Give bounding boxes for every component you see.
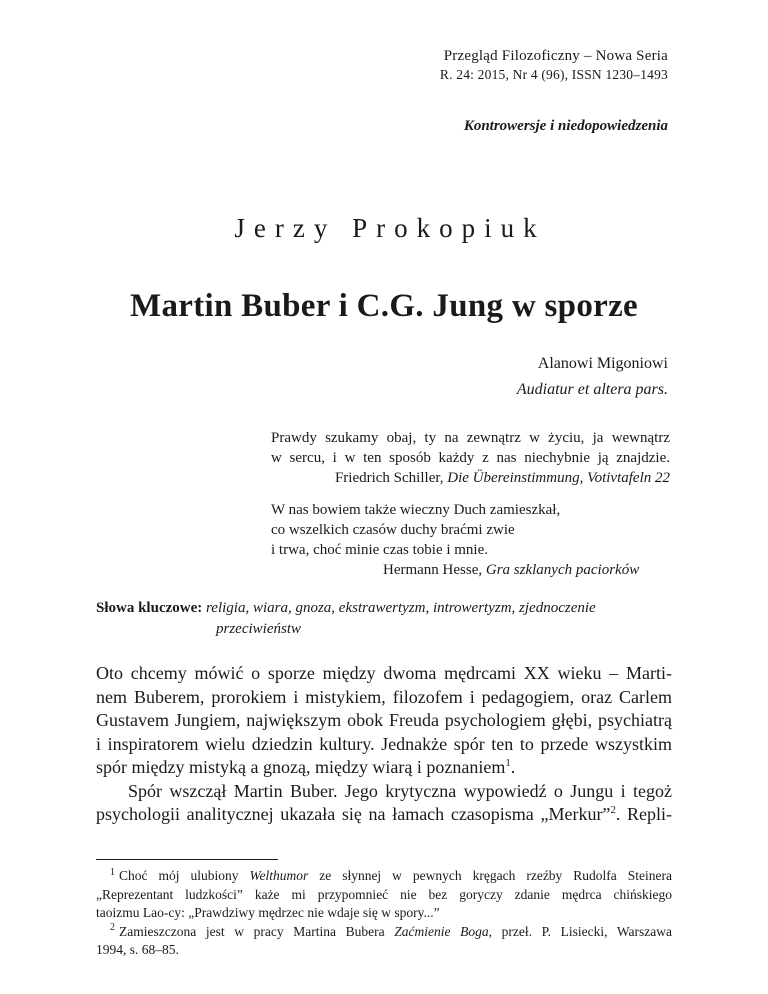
- footnote-text: ze słynnej w pewnych kręgach rzeźby Rudolfa Steinera: [308, 868, 673, 883]
- epigraph-line: w sercu, i w ten sposób każdy z nas niechybnie ją znajdzie.: [271, 450, 670, 466]
- epigraph-line: Prawdy szukamy obaj, ty na zewnątrz w życiu, ja wewnątrz: [271, 430, 670, 446]
- attribution-work: Die Übereinstimmung: [447, 470, 580, 486]
- body-line: i inspiratorem wielu dziedzin kultury. Jednakże spór ten to przede wszystkim: [96, 733, 672, 754]
- footnote-ref[interactable]: 1: [505, 757, 511, 769]
- footnote-line: taoizmu Lao-cy: „Prawdziwy mędrzec nie wdaje się w spory...”: [96, 905, 440, 920]
- footnote-number: 1: [110, 866, 115, 878]
- body-line-text: spór między mistyką a gnozą, między wiarą i poznaniem: [96, 757, 506, 777]
- keywords-block: [96, 598, 676, 640]
- footnote-italic: Zaćmienie Boga: [394, 923, 489, 939]
- footnote-line: [96, 923, 672, 942]
- dedication-motto: Audiatur et altera pars.: [516, 381, 668, 398]
- body-line: Oto chcemy mówić o sporze między dwoma mędrcami XX wieku – Marti-: [96, 663, 672, 683]
- footnote-divider: [96, 859, 278, 860]
- footnotes: [96, 867, 672, 960]
- body-line: nem Buberem, prorokiem i mistykiem, filozofem i pedagogiem, oraz Carlem: [96, 686, 672, 707]
- body-line-end: .: [510, 757, 516, 777]
- footnote-line: „Reprezentant ludzkości” każe mi przypomnieć nie bez goryczy zdanie mędrca chińskiego: [96, 886, 672, 902]
- epigraph-line: i trwa, choć minie czas tobie i mnie.: [271, 542, 489, 558]
- epigraph-attribution: [271, 560, 670, 580]
- attribution-author: Friedrich Schiller,: [334, 470, 448, 486]
- footnote-number: 2: [110, 922, 115, 933]
- body-line: [96, 803, 672, 827]
- body-line-text: psychologii analitycznej ukazała się na łamach czasopisma „Merkur”: [96, 804, 611, 824]
- journal-issue: R. 24: 2015, Nr 4 (96), ISSN 1230–1493: [439, 67, 668, 83]
- dedication: [517, 351, 668, 403]
- epigraph-line: W nas bowiem także wieczny Duch zamieszkał,: [271, 502, 561, 518]
- keywords-list: religia, wiara, gnoza, ekstrawertyzm, introwertyzm, zjednoczenie: [206, 600, 596, 616]
- footnote-text: Choć mój ulubiony: [119, 868, 250, 883]
- epigraph-schiller: [271, 428, 670, 488]
- epigraph-hesse: [271, 500, 670, 580]
- footnote-text: , przeł. P. Lisiecki, Warszawa: [488, 923, 672, 939]
- attribution-source: Votivtafeln 22: [587, 470, 670, 486]
- body-line: [96, 756, 672, 780]
- keywords-label: Słowa kluczowe:: [96, 600, 203, 616]
- section-label: Kontrowersje i niedopowiedzenia: [463, 118, 668, 134]
- body-line: Spór wszczął Martin Buber. Jego krytyczna wypowiedź o Jungu i tegoż: [128, 780, 672, 801]
- attribution-author: Hermann Hesse,: [383, 562, 486, 578]
- body-text: [96, 662, 672, 827]
- epigraph-line: co wszelkich czasów duchy braćmi zwie: [271, 522, 515, 538]
- article-title: Martin Buber i C.G. Jung w sporze: [130, 288, 638, 324]
- author-name: Jerzy Prokopiuk: [234, 213, 546, 243]
- footnote-text: Zamieszczona jest w pracy Martina Bubera: [119, 923, 395, 939]
- journal-header: [440, 46, 668, 84]
- epigraph-attribution: [271, 468, 670, 488]
- keywords-list-continued: przeciwieństw: [216, 621, 301, 637]
- footnote-ref[interactable]: 2: [610, 804, 616, 816]
- attribution-work: Gra szklanych paciorków: [485, 562, 640, 578]
- body-line-end: . Repli-: [615, 804, 672, 824]
- footnote-italic: Welthumor: [249, 868, 309, 883]
- footnote-line: 1994, s. 68–85.: [96, 942, 179, 957]
- body-line: Gustavem Jungiem, największym obok Freuda psychologiem głębi, psychiatrą: [96, 710, 672, 730]
- dedication-to: Alanowi Migoniowi: [537, 355, 668, 372]
- attribution-separator: ,: [579, 470, 588, 486]
- footnote-line: [96, 867, 672, 886]
- journal-name: Przegląd Filozoficzny – Nowa Seria: [443, 48, 668, 64]
